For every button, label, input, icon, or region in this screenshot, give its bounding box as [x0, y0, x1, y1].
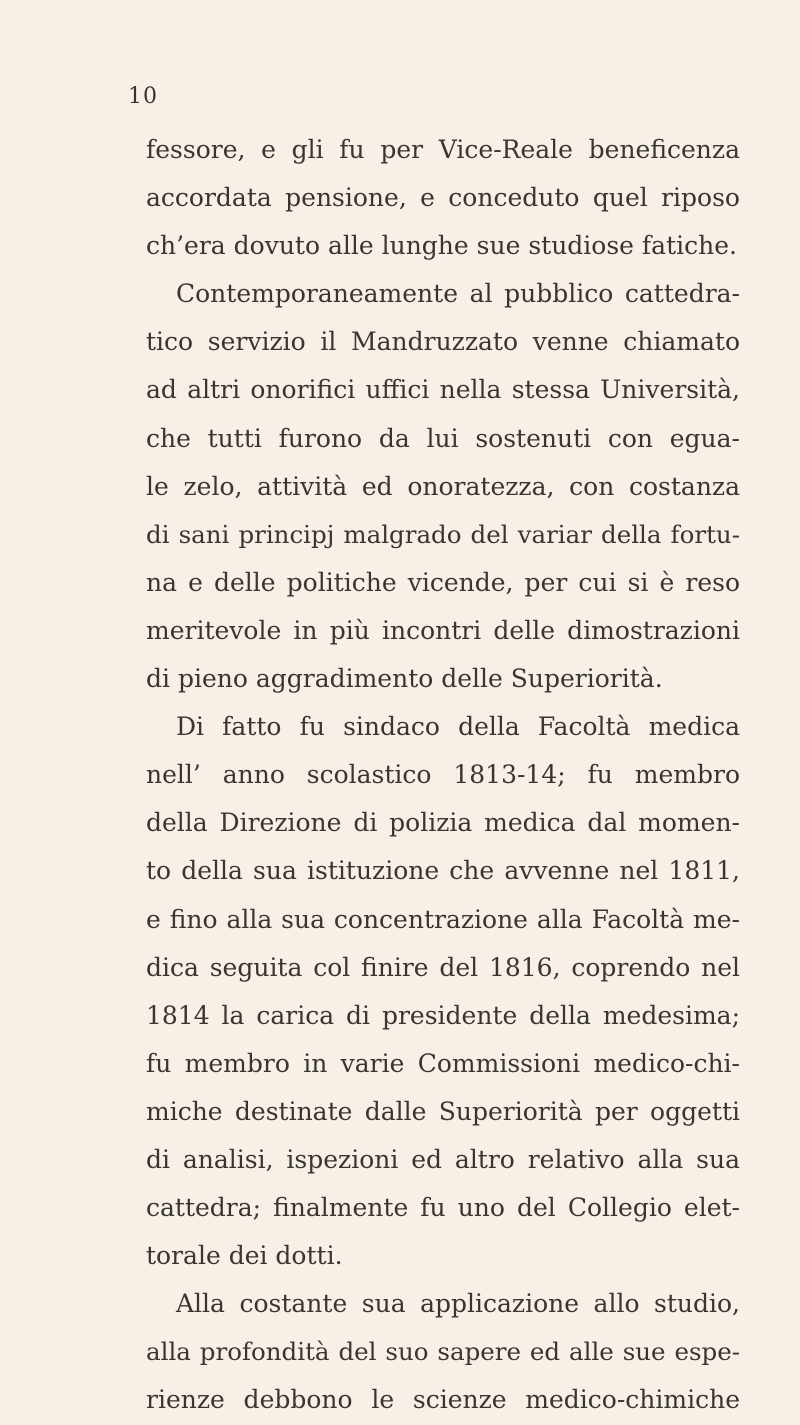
text-line: che tutti furono da lui sostenuti con egua-	[146, 423, 740, 453]
text-line: di sani principj malgrado del variar della fortu-	[146, 519, 740, 549]
paragraph-start-line: Contemporaneamente al pubblico cattedra-	[176, 279, 740, 309]
text-line: accordata pensione, e conceduto quel riposo	[146, 183, 740, 213]
text-line: della Direzione di polizia medica dal momen-	[146, 808, 740, 838]
text-line: miche destinate dalle Superiorità per oggetti	[146, 1096, 740, 1126]
text-line: e fino alla sua concentrazione alla Facoltà me-	[146, 904, 740, 934]
text-line: 1814 la carica di presidente della medesima;	[146, 1000, 740, 1030]
text-line: ch’era dovuto alle lunghe sue studiose fatiche.	[146, 231, 737, 261]
text-line: di pieno aggradimento delle Superiorità.	[146, 664, 663, 694]
text-line: nell’ anno scolastico 1813-14; fu membro	[146, 760, 740, 790]
text-line: tico servizio il Mandruzzato venne chiamato	[146, 327, 740, 357]
text-line: to della sua istituzione che avvenne nel 1811,	[146, 856, 740, 886]
text-line: ad altri onorifici uffici nella stessa Università,	[146, 375, 740, 405]
paragraph-start-line: Di fatto fu sindaco della Facoltà medica	[176, 712, 740, 742]
page-number: 10	[128, 84, 158, 109]
text-line: alla profondità del suo sapere ed alle sue espe-	[146, 1337, 740, 1367]
text-line: di analisi, ispezioni ed altro relativo alla sua	[146, 1144, 740, 1174]
text-line: fu membro in varie Commissioni medico-chi-	[146, 1048, 740, 1078]
text-line: fessore, e gli fu per Vice-Reale beneficenza	[146, 135, 740, 164]
body-text	[146, 126, 740, 1425]
text-line: rienze debbono le scienze medico-chimiche	[146, 1385, 740, 1415]
text-line: le zelo, attività ed onoratezza, con costanza	[146, 471, 740, 501]
text-line: cattedra; finalmente fu uno del Collegio elet-	[146, 1193, 740, 1223]
text-line: na e delle politiche vicende, per cui si è reso	[146, 567, 740, 597]
text-line: dica seguita col finire del 1816, coprendo nel	[146, 952, 740, 982]
text-line: meritevole in più incontri delle dimostrazioni	[146, 615, 740, 645]
text-line: torale dei dotti.	[146, 1241, 343, 1271]
paragraph-start-line: Alla costante sua applicazione allo studio,	[176, 1289, 740, 1319]
